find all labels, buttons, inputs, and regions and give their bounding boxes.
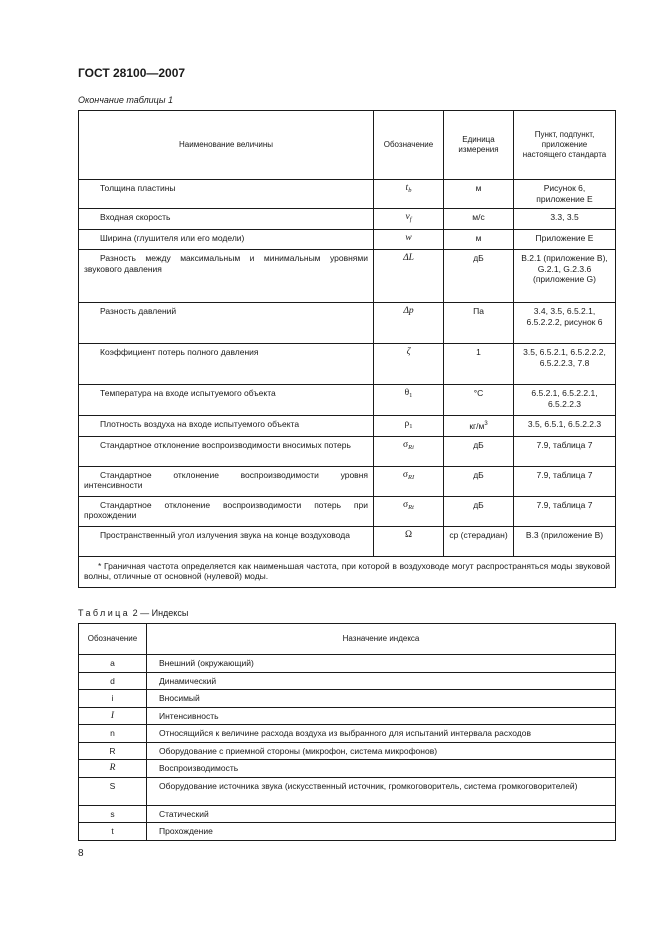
table-row bbox=[79, 496, 616, 526]
table-row bbox=[79, 690, 616, 708]
quantity-reference: 3.3, 3.5 bbox=[514, 209, 616, 230]
table2-header-row bbox=[79, 624, 616, 655]
quantity-reference: 3.5, 6.5.1, 6.5.2.2.3 bbox=[514, 416, 616, 437]
indices-table bbox=[78, 623, 616, 841]
table-row bbox=[79, 725, 616, 743]
index-meaning: Внешний (окружающий) bbox=[147, 655, 616, 673]
quantity-reference: 7.9, таблица 7 bbox=[514, 466, 616, 496]
quantity-reference: Приложение Е bbox=[514, 229, 616, 250]
quantity-unit: дБ bbox=[444, 466, 514, 496]
col-header-meaning: Назначение индекса bbox=[147, 624, 616, 655]
page-number: 8 bbox=[78, 848, 84, 859]
quantity-unit: дБ bbox=[444, 496, 514, 526]
index-code: I bbox=[79, 707, 147, 725]
index-code: R bbox=[79, 742, 147, 760]
quantity-name: Пространственный угол излучения звука на конце воздуховода bbox=[79, 526, 374, 556]
table-row bbox=[79, 777, 616, 805]
table2-caption: Таблица 2 — Индексы bbox=[78, 608, 189, 618]
index-code: n bbox=[79, 725, 147, 743]
table-row bbox=[79, 707, 616, 725]
quantity-reference: 6.5.2.1, 6.5.2.2.1, 6.5.2.2.3 bbox=[514, 385, 616, 416]
quantity-name: Стандартное отклонение воспроизводимости уровня интенсивности bbox=[79, 466, 374, 496]
quantity-symbol: $t_b$ bbox=[374, 180, 444, 209]
quantity-name: Плотность воздуха на входе испытуемого объекта bbox=[79, 416, 374, 437]
table1-footnote: * Граничная частота определяется как наименьшая частота, при которой в воздуховоде могут распространяться моды звуковой волны, отличные от основной (нулевой) моды. bbox=[79, 556, 616, 587]
quantity-name: Входная скорость bbox=[79, 209, 374, 230]
quantities-table bbox=[78, 110, 616, 588]
quantity-unit: Па bbox=[444, 303, 514, 344]
table-row bbox=[79, 655, 616, 673]
table-row bbox=[79, 180, 616, 209]
col-header-unit: Единица измерения bbox=[444, 111, 514, 180]
quantity-reference: B.2.1 (приложение B), G.2.1, G.2.3.6 (приложение G) bbox=[514, 250, 616, 303]
table-row bbox=[79, 760, 616, 778]
index-meaning: Динамический bbox=[147, 672, 616, 690]
quantity-unit: дБ bbox=[444, 436, 514, 466]
table-row bbox=[79, 250, 616, 303]
quantity-symbol: Ω bbox=[374, 526, 444, 556]
quantity-unit: $кг/м^3$ bbox=[444, 416, 514, 437]
table-row bbox=[79, 303, 616, 344]
table-row bbox=[79, 672, 616, 690]
index-code: i bbox=[79, 690, 147, 708]
index-code: d bbox=[79, 672, 147, 690]
index-code: t bbox=[79, 823, 147, 841]
quantity-unit: дБ bbox=[444, 250, 514, 303]
quantity-symbol: w bbox=[374, 229, 444, 250]
quantity-name: Стандартное отклонение воспроизводимости потерь при прохождении bbox=[79, 496, 374, 526]
quantity-unit: °С bbox=[444, 385, 514, 416]
quantity-reference: B.3 (приложение B) bbox=[514, 526, 616, 556]
index-meaning: Оборудование с приемной стороны (микрофон, система микрофонов) bbox=[147, 742, 616, 760]
quantity-reference: 7.9, таблица 7 bbox=[514, 436, 616, 466]
index-meaning: Вносимый bbox=[147, 690, 616, 708]
index-meaning: Относящийся к величине расхода воздуха из выбранного для испытаний интервала расходов bbox=[147, 725, 616, 743]
quantity-symbol: $\theta_1$ bbox=[374, 385, 444, 416]
table-row bbox=[79, 805, 616, 823]
quantity-name: Разность между максимальным и минимальным уровнями звукового давления bbox=[79, 250, 374, 303]
quantity-name: Ширина (глушителя или его модели) bbox=[79, 229, 374, 250]
table1-caption: Окончание таблицы 1 bbox=[78, 95, 173, 105]
table-row bbox=[79, 385, 616, 416]
index-code: R bbox=[79, 760, 147, 778]
index-meaning: Прохождение bbox=[147, 823, 616, 841]
quantity-name: Разность давлений bbox=[79, 303, 374, 344]
document-header: ГОСТ 28100—2007 bbox=[78, 66, 186, 80]
quantity-unit: ср (стерадиан) bbox=[444, 526, 514, 556]
quantity-symbol: $\sigma_{RI}$ bbox=[374, 466, 444, 496]
table-row bbox=[79, 344, 616, 385]
table-row bbox=[79, 416, 616, 437]
quantity-reference: 7.9, таблица 7 bbox=[514, 496, 616, 526]
index-meaning: Интенсивность bbox=[147, 707, 616, 725]
index-meaning: Воспроизводимость bbox=[147, 760, 616, 778]
quantity-name: Температура на входе испытуемого объекта bbox=[79, 385, 374, 416]
table1-header-row bbox=[79, 111, 616, 180]
table-row bbox=[79, 466, 616, 496]
col-header-reference: Пункт, подпункт, приложение настоящего стандарта bbox=[514, 111, 616, 180]
index-meaning: Оборудование источника звука (искусственный источник, громкоговоритель, система громкоговорителей) bbox=[147, 777, 616, 805]
table1-footnote-row bbox=[79, 556, 616, 587]
quantity-symbol: ΔL bbox=[374, 250, 444, 303]
quantity-name: Стандартное отклонение воспроизводимости вносимых потерь bbox=[79, 436, 374, 466]
quantity-reference: 3.5, 6.5.2.1, 6.5.2.2.2, 6.5.2.2.3, 7.8 bbox=[514, 344, 616, 385]
table-row bbox=[79, 436, 616, 466]
col-header-symbol: Обозначение bbox=[374, 111, 444, 180]
quantity-symbol: $\rho_1$ bbox=[374, 416, 444, 437]
quantity-unit: м bbox=[444, 229, 514, 250]
quantity-symbol: $v_f$ bbox=[374, 209, 444, 230]
table-row bbox=[79, 823, 616, 841]
table-row bbox=[79, 526, 616, 556]
quantity-symbol: $\sigma_{Ri}$ bbox=[374, 436, 444, 466]
quantity-name: Коэффициент потерь полного давления bbox=[79, 344, 374, 385]
table-row bbox=[79, 229, 616, 250]
quantity-symbol: ζ bbox=[374, 344, 444, 385]
quantity-unit: 1 bbox=[444, 344, 514, 385]
quantity-symbol: Δp bbox=[374, 303, 444, 344]
index-code: a bbox=[79, 655, 147, 673]
quantity-unit: м bbox=[444, 180, 514, 209]
index-code: S bbox=[79, 777, 147, 805]
col-header-code: Обозначение bbox=[79, 624, 147, 655]
quantity-unit: м/с bbox=[444, 209, 514, 230]
quantity-name: Толщина пластины bbox=[79, 180, 374, 209]
quantity-symbol: $\sigma_{Rt}$ bbox=[374, 496, 444, 526]
table-row bbox=[79, 209, 616, 230]
quantity-reference: 3.4, 3.5, 6.5.2.1, 6.5.2.2.2, рисунок 6 bbox=[514, 303, 616, 344]
quantity-reference: Рисунок 6, приложение Е bbox=[514, 180, 616, 209]
index-code: s bbox=[79, 805, 147, 823]
col-header-name: Наименование величины bbox=[79, 111, 374, 180]
index-meaning: Статический bbox=[147, 805, 616, 823]
table-row bbox=[79, 742, 616, 760]
